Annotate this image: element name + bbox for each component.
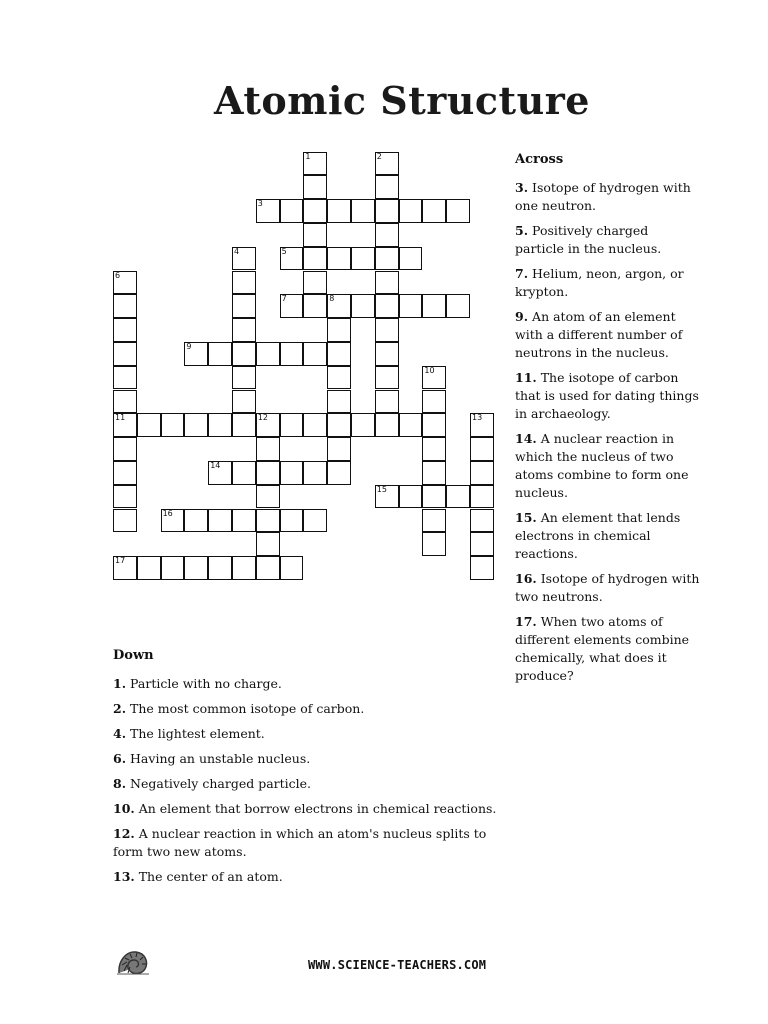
clue-text: Having an unstable nucleus. — [126, 751, 311, 766]
crossword-cell[interactable] — [446, 294, 470, 318]
crossword-cell[interactable] — [422, 294, 446, 318]
crossword-cell[interactable] — [303, 509, 327, 533]
crossword-cell[interactable] — [470, 413, 494, 437]
crossword-cell[interactable] — [327, 461, 351, 485]
clue-text: Positively charged particle in the nucleus. — [515, 223, 662, 256]
crossword-cell[interactable] — [399, 199, 423, 223]
crossword-cell[interactable] — [303, 175, 327, 199]
crossword-cell[interactable] — [375, 485, 399, 509]
crossword-cell[interactable] — [399, 413, 423, 437]
clue-number: 16. — [515, 571, 537, 586]
clue-text: The center of an atom. — [134, 869, 283, 884]
crossword-cell[interactable] — [327, 413, 351, 437]
crossword-cell[interactable] — [303, 271, 327, 295]
crossword-cell[interactable] — [208, 556, 232, 580]
clue-text: When two atoms of different elements combine chemically, what does it produce? — [515, 614, 690, 683]
crossword-cell[interactable] — [446, 199, 470, 223]
crossword-cell[interactable] — [232, 366, 256, 390]
crossword-cell[interactable] — [256, 437, 280, 461]
clue-number: 2. — [113, 701, 127, 716]
clue-number: 4. — [113, 726, 127, 741]
across-clue — [515, 222, 701, 258]
clue-text: Helium, neon, argon, or krypton. — [515, 266, 684, 299]
crossword-cell[interactable] — [280, 413, 304, 437]
crossword-cell[interactable] — [422, 461, 446, 485]
down-clue — [113, 700, 513, 718]
down-clue — [113, 775, 513, 793]
cell-number: 12 — [257, 413, 268, 423]
down-clues — [113, 647, 513, 893]
down-clue — [113, 725, 513, 743]
crossword-cell[interactable] — [303, 152, 327, 176]
clue-text: Particle with no charge. — [126, 676, 282, 691]
crossword-cell[interactable] — [470, 532, 494, 556]
crossword-cell[interactable] — [113, 294, 137, 318]
crossword-cell[interactable] — [280, 199, 304, 223]
crossword-cell[interactable] — [161, 509, 185, 533]
cell-number: 15 — [376, 484, 387, 494]
crossword-cell[interactable] — [184, 413, 208, 437]
crossword-cell[interactable] — [375, 247, 399, 271]
clue-text: Isotope of hydrogen with two neutrons. — [515, 571, 700, 604]
crossword-cell[interactable] — [256, 485, 280, 509]
crossword-cell[interactable] — [161, 413, 185, 437]
crossword-cell[interactable] — [113, 437, 137, 461]
crossword-cell[interactable] — [446, 485, 470, 509]
crossword-cell[interactable] — [303, 247, 327, 271]
crossword-cell[interactable] — [422, 532, 446, 556]
clue-text: Negatively charged particle. — [126, 776, 312, 791]
crossword-cell[interactable] — [375, 152, 399, 176]
clue-number: 5. — [515, 223, 529, 238]
crossword-cell[interactable] — [303, 199, 327, 223]
clue-number: 9. — [515, 309, 529, 324]
crossword-cell[interactable] — [113, 390, 137, 414]
crossword-cell[interactable] — [256, 532, 280, 556]
crossword-cell[interactable] — [113, 271, 137, 295]
crossword-cell[interactable] — [375, 175, 399, 199]
crossword-cell[interactable] — [256, 509, 280, 533]
cell-number: 14 — [210, 460, 221, 470]
clue-number: 3. — [515, 180, 529, 195]
crossword-cell[interactable] — [256, 461, 280, 485]
cell-number: 11 — [115, 413, 126, 423]
crossword-cell[interactable] — [113, 342, 137, 366]
cell-number: 2 — [376, 151, 382, 161]
crossword-cell[interactable] — [113, 509, 137, 533]
crossword-cell[interactable] — [232, 390, 256, 414]
down-clue-list — [113, 675, 513, 886]
crossword-cell[interactable] — [137, 556, 161, 580]
crossword-cell[interactable] — [399, 485, 423, 509]
down-clue — [113, 800, 513, 818]
across-clue — [515, 570, 701, 606]
cell-number: 7 — [281, 294, 287, 304]
clue-number: 11. — [515, 370, 537, 385]
crossword-cell[interactable] — [351, 413, 375, 437]
clue-number: 6. — [113, 751, 127, 766]
clue-text: The most common isotope of carbon. — [126, 701, 365, 716]
crossword-cell[interactable] — [422, 390, 446, 414]
crossword-cell[interactable] — [470, 509, 494, 533]
crossword-cell[interactable] — [375, 199, 399, 223]
crossword-cell[interactable] — [208, 413, 232, 437]
crossword-cell[interactable] — [375, 294, 399, 318]
crossword-cell[interactable] — [422, 199, 446, 223]
crossword-cell[interactable] — [327, 247, 351, 271]
cell-number: 4 — [234, 246, 240, 256]
crossword-cell[interactable] — [375, 318, 399, 342]
clue-number: 17. — [515, 614, 537, 629]
crossword-cell[interactable] — [422, 509, 446, 533]
cell-number: 5 — [281, 246, 287, 256]
crossword-cell[interactable] — [303, 294, 327, 318]
crossword-cell[interactable] — [208, 509, 232, 533]
cell-number: 6 — [115, 270, 121, 280]
clue-number: 15. — [515, 510, 537, 525]
crossword-cell[interactable] — [232, 294, 256, 318]
crossword-cell[interactable] — [303, 413, 327, 437]
page-title: Atomic Structure — [214, 78, 590, 123]
across-clue — [515, 509, 701, 563]
across-clue — [515, 265, 701, 301]
crossword-cell[interactable] — [137, 413, 161, 437]
crossword-cell[interactable] — [422, 485, 446, 509]
clue-number: 1. — [113, 676, 127, 691]
clue-number: 7. — [515, 266, 529, 281]
crossword-cell[interactable] — [113, 366, 137, 390]
clue-text: An element that borrow electrons in chemical reactions. — [134, 801, 497, 816]
crossword-cell[interactable] — [375, 342, 399, 366]
crossword-cell[interactable] — [303, 223, 327, 247]
crossword-cell[interactable] — [280, 342, 304, 366]
clue-number: 10. — [113, 801, 135, 816]
clue-text: The isotope of carbon that is used for dating things in archaeology. — [515, 370, 699, 421]
crossword-cell[interactable] — [113, 413, 137, 437]
crossword-cell[interactable] — [375, 271, 399, 295]
cell-number: 16 — [162, 508, 173, 518]
clue-number: 14. — [515, 431, 537, 446]
crossword-cell[interactable] — [351, 199, 375, 223]
crossword-cell[interactable] — [422, 437, 446, 461]
crossword-cell[interactable] — [399, 247, 423, 271]
crossword-cell[interactable] — [470, 461, 494, 485]
crossword-cell[interactable] — [399, 294, 423, 318]
cell-number: 13 — [472, 413, 483, 423]
down-clue — [113, 750, 513, 768]
down-clue — [113, 675, 513, 693]
clue-text: An element that lends electrons in chemical reactions. — [515, 510, 681, 561]
crossword-cell[interactable] — [232, 461, 256, 485]
crossword-cell[interactable] — [327, 318, 351, 342]
crossword-cell[interactable] — [422, 366, 446, 390]
crossword-cell[interactable] — [280, 461, 304, 485]
down-heading: Down — [113, 648, 154, 663]
crossword-cell[interactable] — [327, 390, 351, 414]
clue-text: A nuclear reaction in which an atom's nucleus splits to form two new atoms. — [113, 826, 487, 859]
cell-number: 1 — [305, 151, 311, 161]
crossword-cell[interactable] — [184, 509, 208, 533]
clue-number: 8. — [113, 776, 127, 791]
crossword-cell[interactable] — [327, 199, 351, 223]
cell-number: 10 — [424, 365, 435, 375]
crossword-cell[interactable] — [256, 199, 280, 223]
crossword-cell[interactable] — [232, 342, 256, 366]
crossword-cell[interactable] — [232, 556, 256, 580]
crossword-cell[interactable] — [375, 413, 399, 437]
crossword-cell[interactable] — [327, 342, 351, 366]
clue-number: 13. — [113, 869, 135, 884]
clue-text: Isotope of hydrogen with one neutron. — [515, 180, 691, 213]
cell-number: 3 — [257, 199, 263, 209]
across-heading: Across — [515, 152, 564, 167]
crossword-cell[interactable] — [280, 556, 304, 580]
crossword-cell[interactable] — [470, 485, 494, 509]
across-clue — [515, 613, 701, 685]
crossword-cell[interactable] — [375, 366, 399, 390]
crossword-cell[interactable] — [113, 556, 137, 580]
crossword-cell[interactable] — [327, 366, 351, 390]
crossword-cell[interactable] — [280, 247, 304, 271]
clue-number: 12. — [113, 826, 135, 841]
down-clue — [113, 825, 513, 861]
crossword-cell[interactable] — [232, 318, 256, 342]
across-clue-list — [515, 179, 701, 685]
cell-number: 17 — [115, 556, 126, 566]
crossword-cell[interactable] — [256, 342, 280, 366]
ammonite-shell-icon — [116, 947, 150, 977]
cell-number: 9 — [186, 341, 192, 351]
crossword-cell[interactable] — [303, 461, 327, 485]
crossword-cell[interactable] — [327, 294, 351, 318]
crossword-cell[interactable] — [303, 342, 327, 366]
crossword-cell[interactable] — [280, 294, 304, 318]
crossword-cell[interactable] — [184, 556, 208, 580]
across-clue — [515, 430, 701, 502]
crossword-cell[interactable] — [470, 437, 494, 461]
crossword-cell[interactable] — [232, 413, 256, 437]
crossword-cell[interactable] — [232, 271, 256, 295]
clue-text: A nuclear reaction in which the nucleus of two atoms combine to form one nucleus. — [515, 431, 689, 500]
across-clue — [515, 369, 701, 423]
crossword-cell[interactable] — [161, 556, 185, 580]
crossword-cell[interactable] — [232, 509, 256, 533]
across-clue — [515, 179, 701, 215]
crossword-cell[interactable] — [327, 437, 351, 461]
crossword-cell[interactable] — [422, 413, 446, 437]
clue-text: An atom of an element with a different number of neutrons in the nucleus. — [515, 309, 683, 360]
crossword-cell[interactable] — [256, 413, 280, 437]
crossword-cell[interactable] — [208, 342, 232, 366]
crossword-cell[interactable] — [113, 318, 137, 342]
crossword-cell[interactable] — [232, 247, 256, 271]
crossword-cell[interactable] — [375, 390, 399, 414]
crossword-cell[interactable] — [470, 556, 494, 580]
down-clue — [113, 868, 513, 886]
clue-text: The lightest element. — [126, 726, 265, 741]
crossword-cell[interactable] — [256, 556, 280, 580]
footer-url: WWW.SCIENCE-TEACHERS.COM — [308, 958, 487, 972]
crossword-cell[interactable] — [375, 223, 399, 247]
crossword-cell[interactable] — [113, 461, 137, 485]
crossword-cell[interactable] — [351, 294, 375, 318]
crossword-cell[interactable] — [280, 509, 304, 533]
across-clue — [515, 308, 701, 362]
crossword-cell[interactable] — [184, 342, 208, 366]
cell-number: 8 — [329, 294, 335, 304]
crossword-cell[interactable] — [351, 247, 375, 271]
crossword-cell[interactable] — [113, 485, 137, 509]
across-clues — [515, 151, 701, 692]
crossword-cell[interactable] — [208, 461, 232, 485]
